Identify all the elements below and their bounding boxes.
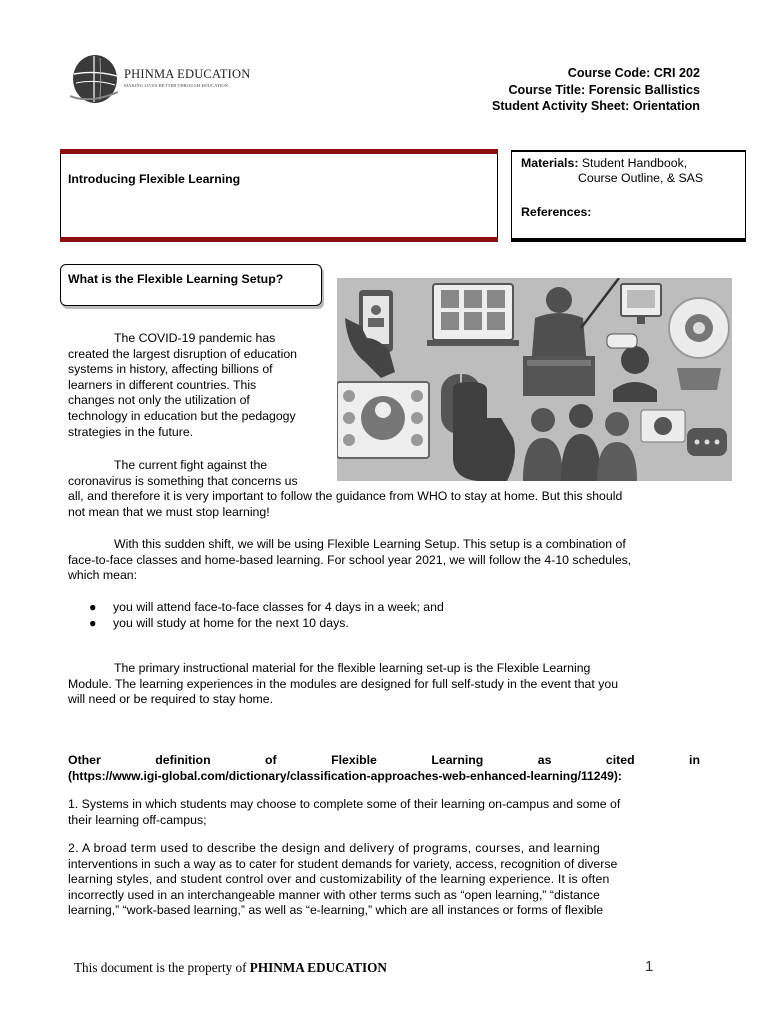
text-line: face-to-face classes and home-based learning. For school year 2021, we will follow the 4-10 schedules, [68, 552, 632, 567]
text-line: their learning off-campus; [68, 812, 207, 827]
materials-item-1: Student Handbook, [581, 156, 688, 170]
heading-word: Learning [431, 753, 484, 767]
paragraph-module [68, 661, 700, 708]
text-line: interventions in such a way as to cater for student demands for variety, access, recognition of diverse [68, 856, 618, 871]
text-line: all, and therefore it is very important to follow the guidance from WHO to stay at home. But this should [68, 489, 623, 504]
bullet-icon: ● [89, 600, 97, 614]
list-item [89, 599, 444, 615]
course-title: Course Title: Forensic Ballistics [508, 82, 700, 97]
heading-word: as [537, 753, 552, 767]
materials-bottom-rule [511, 238, 746, 242]
text-line: coronavirus is something that concerns us [68, 473, 298, 488]
footer-property-notice [74, 960, 387, 976]
text-line: will need or be required to stay home. [68, 692, 274, 707]
logo-name: PHINMA EDUCATION [124, 67, 251, 81]
paragraph-coronavirus [68, 458, 700, 520]
materials-line [521, 155, 687, 171]
text-line: not mean that we must stop learning! [68, 504, 270, 519]
references-label: References: [521, 205, 592, 219]
text-line: technology in education but the pedagogy [68, 408, 296, 423]
materials-label: Materials: [521, 156, 579, 170]
logo-tagline: MAKING LIVES BETTER THROUGH EDUCATION [124, 83, 229, 88]
course-code: Course Code: CRI 202 [567, 66, 700, 80]
bottom-red-rule [60, 237, 498, 242]
list-item [89, 615, 444, 631]
heading-word: Other [68, 753, 101, 767]
footer-brand: PHINMA EDUCATION [249, 960, 387, 975]
top-red-rule [60, 149, 498, 154]
paragraph-covid [68, 331, 328, 440]
list-item-text: you will study at home for the next 10 days. [113, 616, 349, 630]
text-line: learners in different countries. This [68, 377, 257, 392]
text-line: 1. Systems in which students may choose to complete some of their learning on-campus and some of [68, 797, 621, 811]
text-line: strategies in the future. [68, 424, 194, 439]
text-line: systems in history, affecting billions of [68, 362, 273, 377]
footer-text: This document is the property of [74, 960, 250, 975]
list-item-text: you will attend face-to-face classes for 4 days in a week; and [113, 600, 444, 614]
text-line: The COVID-19 pandemic has [114, 331, 276, 345]
text-line: changes not only the utilization of [68, 393, 250, 408]
heading-word: in [689, 753, 700, 767]
text-line: learning,” “work-based learning,” as well as “e-learning,” which are all instances or forms of flexible [68, 903, 604, 918]
heading-word: Flexible [331, 753, 377, 767]
text-line: created the largest disruption of education [68, 346, 298, 361]
course-info [492, 65, 700, 115]
avatar-laptop-icon [337, 382, 429, 458]
text-line: With this sudden shift, we will be using Flexible Learning Setup. This setup is a combination of [114, 537, 626, 551]
definition-1 [68, 797, 700, 828]
definition-2 [68, 841, 700, 919]
lesson-title: Introducing Flexible Learning [68, 172, 241, 186]
definitions-heading-line1 [68, 752, 700, 768]
text-line: which mean: [68, 568, 138, 583]
activity-sheet-title: Student Activity Sheet: Orientation [491, 99, 700, 113]
text-line: The current fight against the [114, 458, 268, 472]
text-line: The primary instructional material for the flexible learning set-up is the Flexible Learning [114, 661, 591, 675]
paragraph-sudden-shift [68, 537, 700, 584]
definitions-source-url: (https://www.igi-global.com/dictionary/classification-approaches-web-enhanced-learning/11249): [68, 769, 622, 783]
text-line: Module. The learning experiences in the modules are designed for full self-study in the event that you [68, 676, 619, 691]
heading-word: of [265, 753, 277, 767]
flexible-learning-illustration [337, 278, 732, 481]
heading-word: cited [605, 753, 635, 767]
page-number: 1 [645, 958, 654, 975]
section-heading: What is the Flexible Learning Setup? [68, 272, 284, 286]
heading-word: definition [155, 753, 211, 767]
phinma-logo [70, 52, 250, 106]
bullet-icon: ● [89, 616, 97, 630]
definitions-heading [68, 752, 700, 784]
lesson-title-box [60, 149, 498, 242]
logo-mark-icon [70, 52, 120, 106]
video-grid-icon [427, 284, 519, 346]
text-line: learning styles, and student control over and customizability of the learning experience. It is often [68, 872, 610, 887]
materials-item-2: Course Outline, & SAS [578, 171, 704, 185]
schedule-bullet-list [89, 599, 444, 631]
text-line: 2. A broad term used to describe the design and delivery of programs, courses, and learning [68, 841, 601, 855]
text-line: incorrectly used in an interchangeable manner with other terms such as “open learning,” “distance [68, 887, 600, 902]
